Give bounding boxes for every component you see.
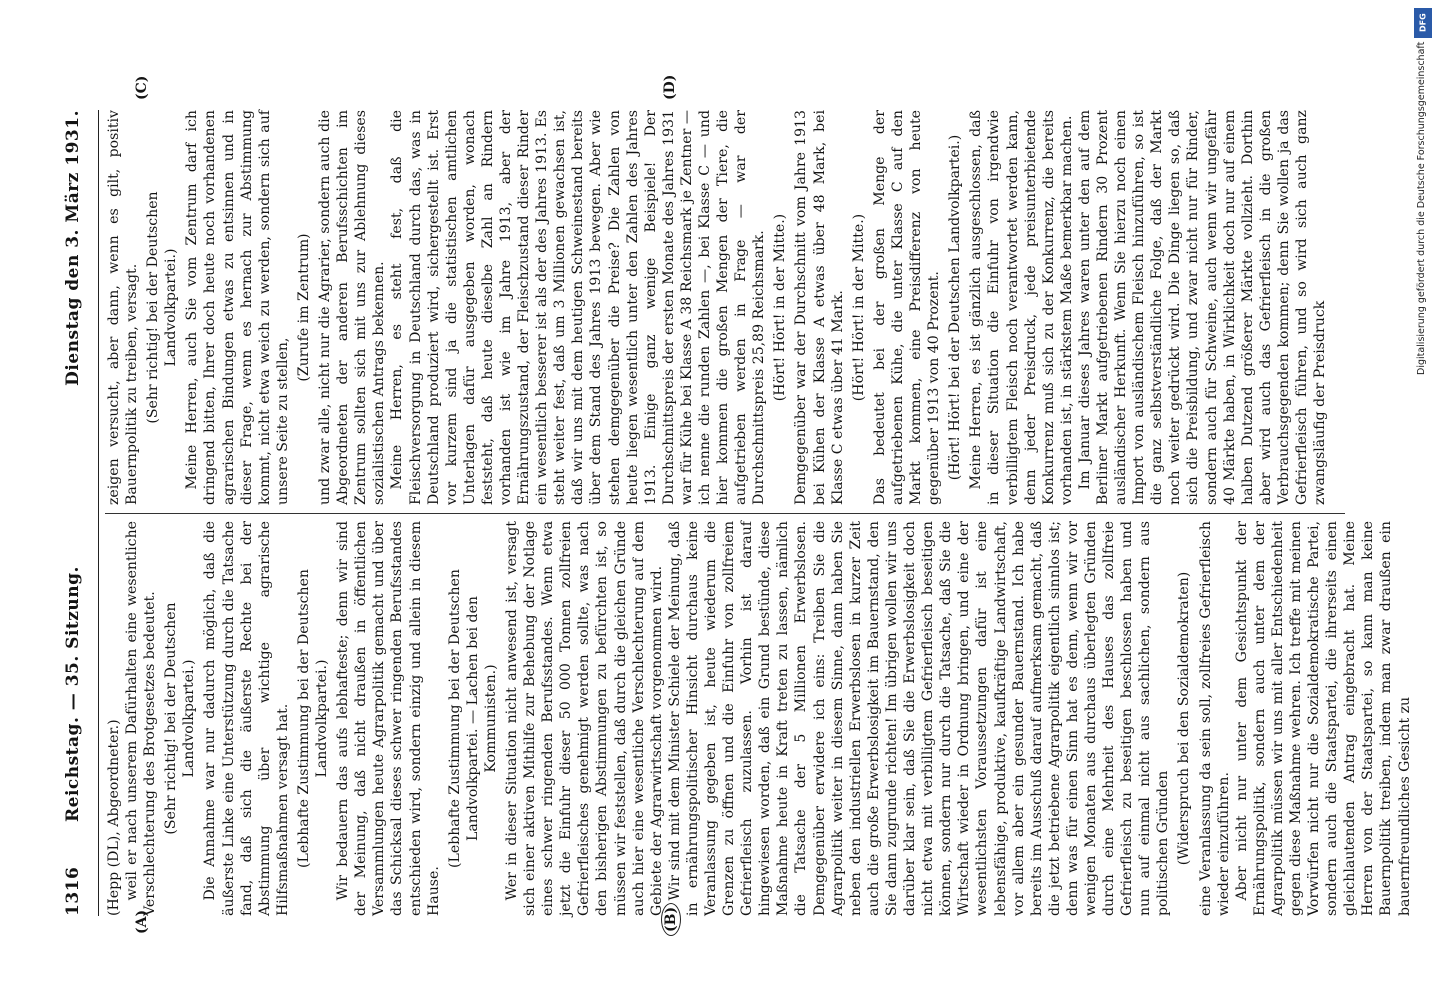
- interjection: (Sehr richtig! bei der Deutschen Landvolkpartei.): [145, 191, 180, 424]
- paragraph: Das bedeutet bei der großen Menge der aufgetriebenen Kühe, die unter Klasse C auf den Markt kommen, eine Preisdifferenz von heute gegenüber 1913 von 40 Prozent.: [871, 110, 943, 505]
- interjection: (Hört! Hört! in der Mitte.): [772, 213, 789, 402]
- session-title: Reichstag. — 35. Sitzung.: [63, 566, 83, 822]
- paragraph: Wir sind mit dem Minister Schiele der Meinung, daß in ernährungspolitischer Hinsicht durchaus keine Veranlassung gegeben ist, heute wiederum die Grenzen zu öffnen und die Einfuhr von zollfreiem Gefrierfleisch zuzulassen. Vorhin ist darauf hingewiesen worden, daß ein Grund bestünde, diese Maßnahme heute in Kraft treten zu lassen, nämlich die Tatsache der 5 Millionen Erwerbslosen. Demgegenüber erwidere ich eins: Treiben Sie die Agrarpolitik weiter in diesem Sinne, dann haben Sie neben den industriellen Erwerbslosen in kurzer Zeit auch die große Erwerbslosigkeit im Bauernstand, den Sie dann zugrunde richten! Im übrigen wollen wir uns darüber klar sein, daß Sie die Erwerbslosigkeit doch nicht etwa mit verbilligtem Gefrierfleisch beseitigen können, sondern nur durch die Tatsache, daß Sie die Wirtschaft wieder in Ordnung bringen, und eine der wesentlichsten Voraussetzungen dafür ist eine lebensfähige, produktive, kaufkräftige Landwirtschaft, vor allem aber ein gesunder Bauernstand. Ich habe bereits im Ausschuß darauf aufmerksam gemacht, daß die jetzt betriebene Agrarpolitik eigentlich sinnlos ist; denn was für einen Sinn hat es denn, wenn wir vor wenigen Monaten aus durchaus überlegten Gründen durch eine Mehrheit des Hauses das zollfreie Gefrierfleisch zu beseitigen beschlossen haben und nun auf einmal nicht aus sachlichen, sondern aus politischen Gründen: [666, 521, 1172, 916]
- column-divider: [105, 513, 1345, 514]
- paragraph: Meine Herren, es steht fest, daß die Fleischversorgung in Deutschland durch das, was in Deutschland produziert wird, sichergestellt ist. Erst vor kurzem sind ja die statistischen amtlichen Unterlagen dafür ausgegeben worden, wonach feststeht, daß heute dieselbe Zahl an Rindern vorhanden ist wie im Jahre 1913, aber der Ernährungszustand, der Fleischzustand dieser Rinder ein wesentlich besserer ist als der des Jahres 1913. Es steht weiter fest, daß um 3 Millionen gewachsen ist, daß wir uns mit dem heutigen Schweinestand bereits über dem Stand des Jahres 1913 bewegen. Aber wie stehen demgegenüber die Preise? Die Zahlen von heute liegen wesentlich unter den Zahlen des Jahres 1913. Einige ganz wenige Beispiele! Der Durchschnittspreis der ersten Monate des Jahres 1931 war für Kühe bei Klasse A 38 Reichsmark je Zentner — ich nenne die runden Zahlen —, bei Klasse C — und hier kommen die großen Mengen der Tiere, die aufgetrieben werden in Frage — war der Durchschnittspreis 25,89 Reichsmark.: [389, 110, 768, 505]
- interjection: (Hört! Hört! in der Mitte.): [850, 213, 867, 402]
- margin-marker-c: (C): [134, 75, 150, 100]
- paragraph: Meine Herren, es ist gänzlich ausgeschlossen, daß in dieser Situation die Einfuhr von irgendwie verbilligtem Fleisch noch verantwortet werden kann, denn jeder Preisdruck, jede preisunterbietende Konkurrenz muß sich zu der Konkurrenz, die bereits vorhanden ist, in stärkstem Maße bemerkbar machen.: [968, 110, 1075, 505]
- margin-marker-a: (A): [134, 909, 150, 934]
- paragraph: Wer in dieser Situation nicht anwesend ist, versagt sich einer aktiven Mithilfe zur Behebung der Notlage eines schwer ringenden Berufsstandes. Wenn etwa jetzt die Einfuhr dieser 50 000 Tonnen zollfreien Gefrierfleisches genehmigt werden sollte, was nach den bisherigen Abstimmungen zu befürchten ist, so müssen wir feststellen, daß durch die gleichen Gründe auch hier eine wesentliche Verschlechterung auf dem Gebiete der Agrarwirtschaft vorgenommen wird.: [503, 521, 665, 916]
- margin-marker-d: (D): [662, 74, 678, 100]
- text-columns: [105, 74, 1414, 934]
- interjection: (Lebhafte Zustimmung bei der Deutschen Landvolkpartei.): [295, 569, 331, 868]
- document-page: [60, 74, 1413, 936]
- margin-marker-b: (B): [661, 903, 681, 936]
- right-column: [105, 110, 1414, 505]
- left-column: [105, 521, 1414, 916]
- paragraph: Demgegenüber war der Durchschnitt vom Jahre 1913 bei Kühen der Klasse A etwas über 48 Mark, bei Klasse C etwas über 41 Mark.: [793, 110, 846, 505]
- interjection: (Hört! Hört! bei der Deutschen Landvolkpartei.): [947, 134, 964, 481]
- paragraph: Die Annahme war nur dadurch möglich, daß die äußerste Linke eine Unterstützung durch die Tatsache fand, daß sich die äußerste Rechte bei der Abstimmung über wichtige agrarische Hilfsmaßnahmen versagt hat.: [202, 521, 291, 916]
- paragraph: und zwar alle, nicht nur die Agrarier, sondern auch die Abgeordneten der anderen Berufsschichten im Zentrum sollten sich mit uns zur Ablehnung dieses sozialistischen Antrags bekennen.: [317, 110, 388, 505]
- speaker-label: (Hepp (DL), Abgeordneter.): [106, 719, 122, 916]
- page-number: 1316: [63, 866, 83, 916]
- session-date: Dienstag den 3. März 1931.: [63, 110, 83, 386]
- page-header: [64, 110, 99, 916]
- paragraph: eine Veranlassung da sein soll, zollfreies Gefrierfleisch wieder einzuführen.: [1197, 521, 1232, 916]
- paragraph: Wir bedauern das aufs lebhafteste; denn wir sind der Meinung, daß nicht draußen in öffentlichen Versammlungen heute Agrarpolitik gemacht und über das Schicksal dieses schwer ringenden Berufsstandes entschieden wird, sondern einzig und allein in diesem Hause.: [335, 521, 442, 916]
- paragraph: zeigen versucht, aber dann, wenn es gilt, positiv Bauernpolitik zu treiben, versagt.: [106, 110, 141, 505]
- dfg-logo: DFG: [1414, 8, 1432, 38]
- interjection: (Widerspruch bei den Sozialdemokraten): [1176, 571, 1193, 866]
- digitization-credit: Digitalisierung gefördert durch die Deutsche Forschungsgemeinschaft: [1416, 42, 1427, 376]
- paragraph: Im Januar dieses Jahres waren unter den auf dem Berliner Markt aufgetriebenen Rindern 30 Prozent ausländischer Herkunft. Wenn Sie hierzu noch einen Import von ausländischem Fleisch hinzuführen, so ist die ganz selbstverständliche Folge, daß der Markt noch weiter gedrückt wird. Die Dinge liegen so, daß sich die Preisbildung, und zwar nicht nur für Rinder, sondern auch für Schweine, auch wenn wir ungefähr 40 Märkte haben, in Wirklichkeit doch nur auf einem halben Dutzend größerer Märkte vollzieht. Dorthin aber wird auch das Gefrierfleisch in die großen Verbrauchsgegenden kommen; denn Sie wollen ja das Gefrierfleisch führen, und so wird sich auch ganz zwangsläufig der Preisdruck: [1076, 110, 1329, 505]
- paragraph: Aber nicht nur unter dem Gesichtspunkt der Ernährungspolitik, sondern auch unter dem der Agrarpolitik müssen wir uns mit aller Entschiedenheit gegen diese Maßnahme wehren. Ich treffe mit meinen Vorwürfen nicht nur die Sozialdemokratische Partei, sondern auch die Staatspartei, die ihrerseits einen gleichlautenden Antrag eingebracht hat. Meine Herren von der Staatspartei, so kann man keine Bauernpolitik treiben, indem man zwar draußen ein bauernfreundliches Gesicht zu: [1233, 521, 1413, 916]
- interjection: (Zurufe im Zentrum): [295, 233, 312, 382]
- interjection: (Sehr richtig! bei der Deutschen Landvolkpartei.): [163, 602, 198, 835]
- interjection: (Lebhafte Zustimmung bei der Deutschen Landvolkpartei. — Lachen bei den Kommunisten.): [446, 569, 499, 868]
- paragraph: Meine Herren, auch Sie vom Zentrum darf ich dringend bitten, Ihrer doch heute noch vorhandenen agrarischen Bindungen etwas zu entsinnen und in dieser Frage, wenn es hernach zur Abstimmung kommt, nicht etwa weich zu werden, sondern sich auf unsere Seite zu stellen,: [184, 110, 291, 505]
- paragraph: weil er nach unserem Dafürhalten eine wesentliche Verschlechterung des Brotgesetzes bedeutet.: [124, 521, 159, 916]
